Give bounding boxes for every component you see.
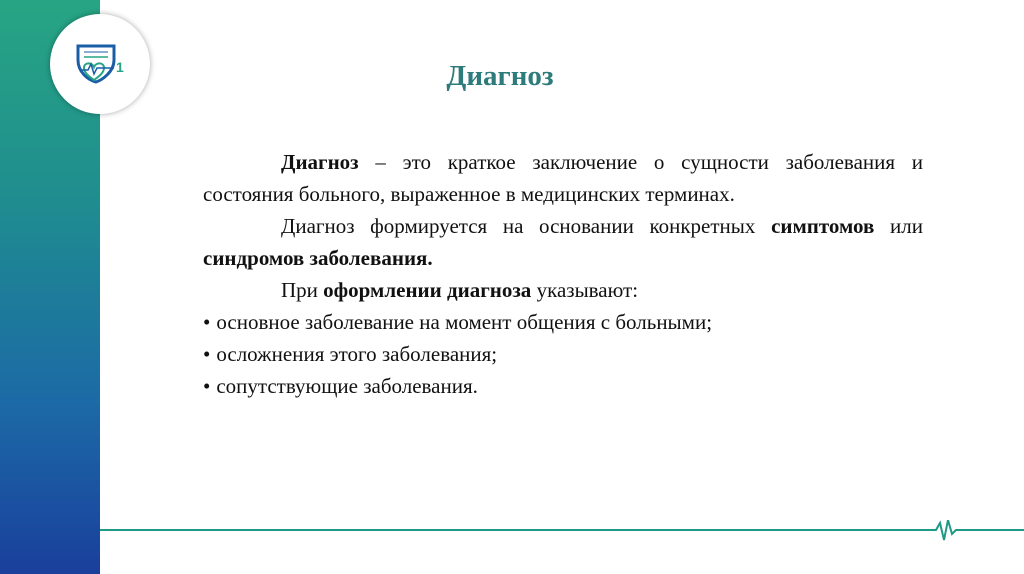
syndromes-term: синдромов заболевания.	[203, 246, 433, 270]
logo-number: 1	[116, 59, 124, 75]
college-logo	[50, 14, 150, 114]
list-item	[203, 370, 923, 402]
definition-text: – это краткое заключение о сущности заболевания и состояния больного, выраженное в медицинских терминах.	[203, 150, 923, 206]
slide-title: Диагноз	[446, 60, 554, 92]
list-item	[203, 306, 923, 338]
bullet-text: сопутствующие заболевания.	[216, 374, 478, 398]
bullet-dot: •	[203, 310, 211, 334]
formatting-text-2: указывают:	[531, 278, 639, 302]
bullet-text: осложнения этого заболевания;	[216, 342, 498, 366]
footer-pulse-line	[100, 520, 1024, 560]
symptoms-term: симптомов	[771, 214, 875, 238]
formatting-term: оформлении диагноза	[323, 278, 532, 302]
bullet-dot: •	[203, 374, 211, 398]
logo-heart-pulse-icon	[74, 42, 126, 86]
formation-paragraph	[203, 210, 923, 274]
list-item	[203, 338, 923, 370]
definition-paragraph	[203, 146, 923, 210]
formatting-paragraph	[203, 274, 923, 306]
formation-text-1: Диагноз формируется на основании конкретных	[281, 214, 772, 238]
diagnosis-term: Диагноз	[281, 150, 359, 174]
bullet-dot: •	[203, 342, 211, 366]
slide-body	[203, 146, 923, 402]
formation-text-2: или	[874, 214, 923, 238]
bullet-text: основное заболевание на момент общения с больными;	[216, 310, 713, 334]
formatting-text-1: При	[281, 278, 324, 302]
